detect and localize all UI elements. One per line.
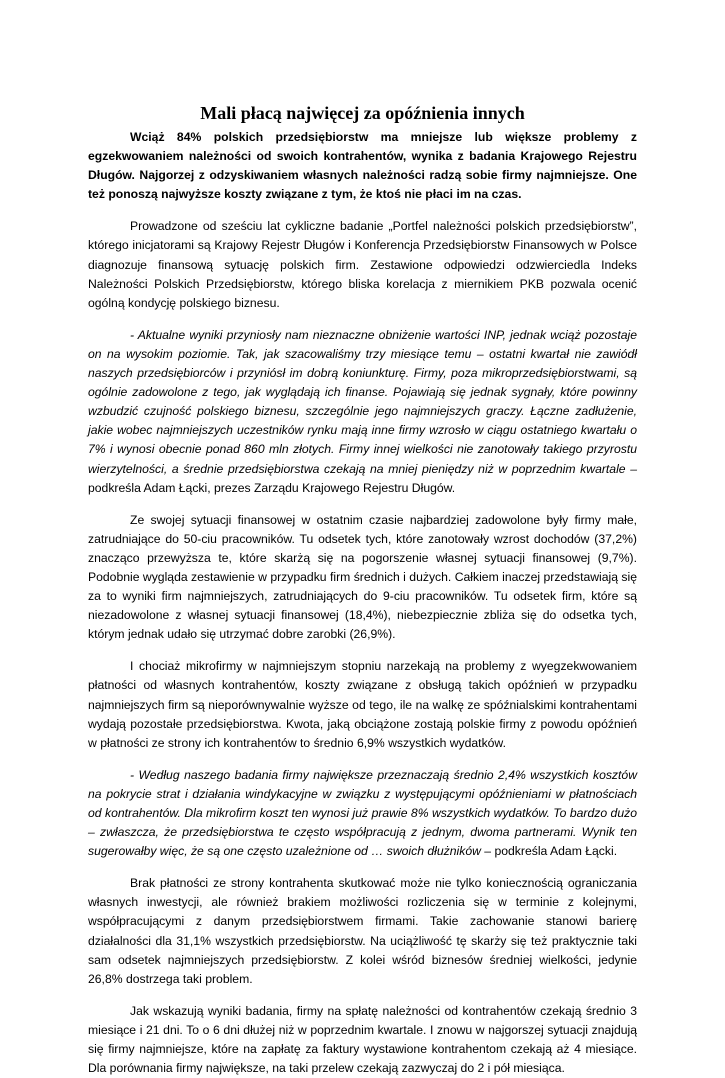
lead-paragraph: Wciąż 84% polskich przedsiębiorstw ma mniejsze lub większe problemy z egzekwowaniem należności od swoich kontrahentów, wynika z badania Krajowego Rejestru Długów. Najgorzej z odzyskiwaniem własnych należności radzą sobie firmy najmniejsze. One też ponoszą najwyższe koszty związane z tym, że ktoś nie płaci im na czas. xyxy=(88,130,637,202)
paragraph-4: Brak płatności ze strony kontrahenta skutkować może nie tylko koniecznością ograniczania własnych inwestycji, ale również brakiem możliwości rozliczenia się w terminie z kolejnymi, współpracującymi z danym przedsiębiorstwem firmami. Takie zachowanie stanowi barierę działalności dla 31,1% wszystkich przedsiębiorstw. Na uciążliwość tę skarży się też praktycznie taki sam odsetek najmniejszych przedsiębiorstw. Z kolei wśród biznesów średniej wielkości, jedynie 26,8% dostrzega taki problem. xyxy=(88,876,637,986)
paragraph-3: I chociaż mikrofirmy w najmniejszym stopniu narzekają na problemy z wyegzekwowaniem płatności od własnych kontrahentów, koszty związane z obsługą takich opóźnień w przypadku najmniejszych firm są nieporównywalnie wyższe od tego, ile na walkę ze spóźnialskimi kontrahentami wydają pozostałe przedsiębiorstwa. Kwota, jaką obciążone zostają polskie firmy z powodu opóźnień w płatności ze strony ich kontrahentów to średnio 6,9% wszystkich wydatków. xyxy=(88,659,637,750)
quote-1-attribution: podkreśla Adam Łącki, prezes Zarządu Krajowego Rejestru Długów. xyxy=(88,480,456,495)
paragraph-5: Jak wskazują wyniki badania, firmy na spłatę należności od kontrahentów czekają średnio 3 miesiące i 21 dni. To o 6 dni dłużej niż w poprzednim kwartale. I znowu w najgorszej sytuacji znajdują się firmy najmniejsze, które na zapłatę za faktury wystawione kontrahentom czekają aż 4 miesiące. Dla porównania firmy największe, na taki przelew czekają zazwyczaj do 2 i pół miesiąca. xyxy=(88,1003,637,1076)
quote-paragraph-2 xyxy=(88,766,637,861)
article-title: Mali płacą najwięcej za opóźnienia innych xyxy=(200,103,525,123)
paragraph-2: Ze swojej sytuacji finansowej w ostatnim czasie najbardziej zadowolone były firmy małe, zatrudniające do 50-ciu pracowników. Tu odsetek tych, które zanotowały wzrost dochodów (37,2%) znacząco przewyższa te, które skarżą się na pogorszenie własnej sytuacji finansowej (9,7%). Podobnie wygląda zestawienie w przypadku firm średnich i dużych. Całkiem inaczej przedstawiają się za to wyniki firm najmniejszych, zatrudniających do 9-ciu pracowników. Tu odsetek firm, które są niezadowolone z własnej sytuacji finansowej (18,4%), niebezpiecznie zbliża się do odsetka tych, którym jednak udało się utrzymać dobre zarobki (26,9%). xyxy=(88,512,637,642)
quote-2-text: - Według naszego badania firmy największe przeznaczają średnio 2,4% wszystkich kosztów na pokrycie strat i działania windykacyjne w związku z występującymi opóźnieniami w płatnościach od kontrahentów. Dla mikrofirm koszt ten wynosi już prawie 8% wszystkich wydatków. To bardzo dużo – zwłaszcza, że przedsiębiorstwa te często współpracują z jednym, dwoma partnerami. Wynik ten sugerowałby więc, że są one często uzależnione od … swoich dłużników xyxy=(88,767,637,859)
quote-2-attribution: – podkreśla Adam Łącki. xyxy=(480,844,618,859)
quote-paragraph-1 xyxy=(88,326,637,498)
quote-1-text: - Aktualne wyniki przyniosły nam nieznaczne obniżenie wartości INP, jednak wciąż pozostaje on na wysokim poziomie. Tak, jak szacowaliśmy trzy miesiące temu – ostatni kwartał nie zawiódł naszych przedsiębiorców i przyniósł im dobrą koniunkturę. Firmy, poza mikroprzedsiębiorstwami, są ogólnie zadowolone z tego, jak wyglądają ich finanse. Pojawiają się jednak sygnały, które powinny wzbudzić czujność polskiego biznesu, szczególnie jego najmniejszych graczy. Łączne zadłużenie, jakie wobec najmniejszych uczestników rynku mają inne firmy wzrosło w ciągu ostatniego kwartału o 7% i wynosi obecnie ponad 860 mln złotych. Firmy innej wielkości nie zanotowały takiego przyrostu wierzytelności, a średnie przedsiębiorstwa czekają na mniej pieniędzy niż w poprzednim kwartale – xyxy=(88,327,637,476)
paragraph-1: Prowadzone od sześciu lat cykliczne badanie „Portfel należności polskich przedsiębiorstw”, którego inicjatorami są Krajowy Rejestr Długów i Konferencja Przedsiębiorstw Finansowych w Polsce diagnozuje finansową sytuację polskich firm. Zestawione odpowiedzi odzwierciedla Indeks Należności Polskich Przedsiębiorstw, którego bliska korelacja z miernikiem PKB pozwala ocenić ogólną kondycję polskiego biznesu. xyxy=(88,219,637,310)
